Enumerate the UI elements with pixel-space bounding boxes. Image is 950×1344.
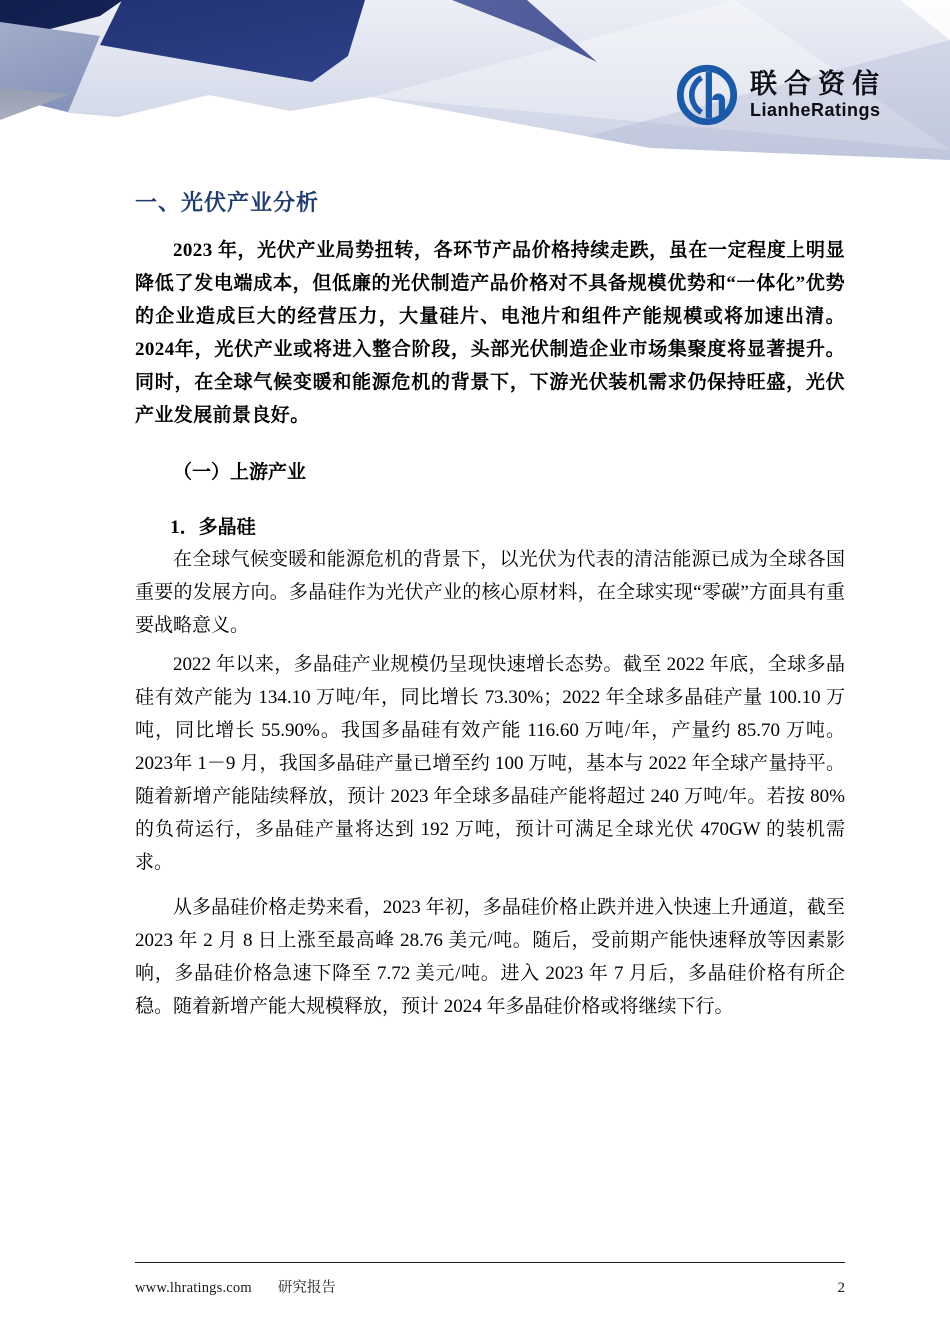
footer-website: www.lhratings.com	[135, 1280, 252, 1296]
lh-monogram-icon	[676, 64, 738, 126]
brand-logo	[676, 64, 886, 126]
footer-doc-type: 研究报告	[277, 1280, 336, 1296]
footer-page-number: 2	[837, 1280, 845, 1296]
brand-name-cn: 联合资信	[750, 69, 886, 99]
paragraph-capacity-data: 2022 年以来，多晶硅产业规模仍呈现快速增长态势。截至 2022 年底，全球多晶硅有效产能为 134.10 万吨/年，同比增长 73.30%；2022 年全球多晶硅产量 100.10 万吨，同比增长 55.90%。我国多晶硅有效产能 116.60 万吨/年，产量约 85.70 万吨。2023年 1－9 月，我国多晶硅产量已增至约 100 万吨，基本与 2022 年全球产量持平。随着新增产能陆续释放，预计 2023 年全球多晶硅产能将超过 240 万吨/年。若按 80%的负荷运行，多晶硅产量将达到 192 万吨，预计可满足全球光伏 470GW 的装机需求。	[135, 654, 845, 873]
page-title: 一、光伏产业分析	[135, 190, 320, 215]
brand-logo-text	[750, 69, 886, 121]
subsection-heading-polysilicon: 1．多晶硅	[170, 517, 256, 538]
brand-name-en: LianheRatings	[750, 100, 881, 120]
paragraph-polysilicon-overview: 在全球气候变暖和能源危机的背景下，以光伏为代表的清洁能源已成为全球各国重要的发展方向。多晶硅作为光伏产业的核心原材料，在全球实现“零碳”方面具有重要战略意义。	[135, 549, 845, 636]
paragraph-price-trend: 从多晶硅价格走势来看，2023 年初，多晶硅价格止跌并进入快速上升通道，截至2023 年 2 月 8 日上涨至最高峰 28.76 美元/吨。随后，受前期产能快速释放等因素影响，多晶硅价格急速下降至 7.72 美元/吨。进入 2023 年 7 月后，多晶硅价格有所企稳。随着新增产能大规模释放，预计 2024 年多晶硅价格或将继续下行。	[135, 897, 845, 1017]
document-body	[135, 172, 845, 1023]
intro-paragraph: 2023 年，光伏产业局势扭转，各环节产品价格持续走跌，虽在一定程度上明显降低了发电端成本，但低廉的光伏制造产品价格对不具备规模优势和“一体化”优势的企业造成巨大的经营压力，大量硅片、电池片和组件产能规模或将加速出清。2024年，光伏产业或将进入整合阶段，头部光伏制造企业市场集聚度将显著提升。同时，在全球气候变暖和能源危机的背景下，下游光伏装机需求仍保持旺盛，光伏产业发展前景良好。	[135, 240, 845, 426]
page-footer	[135, 1262, 845, 1297]
subsection-heading-upstream: （一）上游产业	[173, 462, 307, 483]
